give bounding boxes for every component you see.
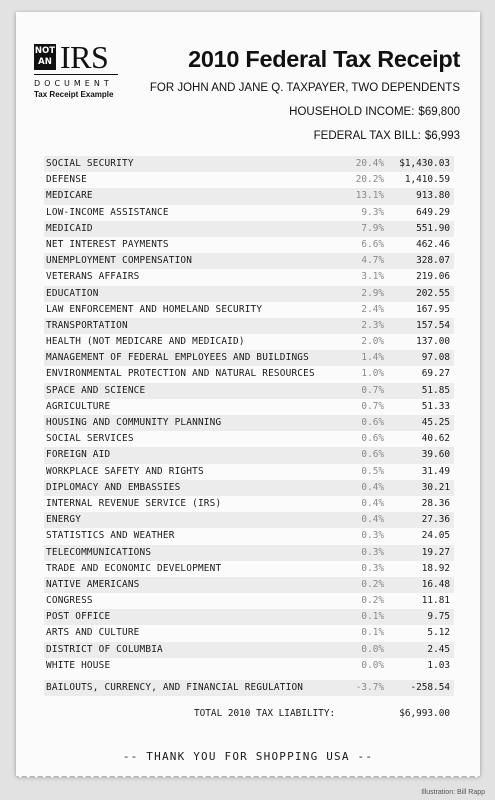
line-item-amount: 5.12: [427, 627, 450, 639]
line-item-amount: 137.00: [416, 336, 450, 348]
line-item-row: [44, 577, 454, 593]
line-item-name: STATISTICS AND WEATHER: [46, 530, 175, 542]
line-item-row: [44, 528, 454, 544]
line-item-percent: 13.1%: [355, 190, 384, 202]
line-item-row: [44, 561, 454, 577]
line-item-row: [44, 545, 454, 561]
line-item-percent: 2.4%: [361, 303, 384, 315]
line-item-amount: 19.27: [421, 546, 450, 558]
line-item-name: TELECOMMUNICATIONS: [46, 546, 152, 558]
line-item-percent: 0.3%: [361, 562, 384, 574]
line-item-percent: 1.0%: [361, 368, 384, 380]
illustration-credit: Illustration: Bill Rapp: [421, 789, 485, 796]
income-label: HOUSEHOLD INCOME:: [289, 106, 415, 118]
line-item-amount: 97.08: [421, 352, 450, 364]
not-an-irs-logo: [34, 39, 134, 99]
line-item-name: SOCIAL SERVICES: [46, 433, 134, 445]
logo-document-label: DOCUMENT: [34, 79, 113, 88]
line-item-percent: 2.9%: [361, 287, 384, 299]
line-item-name: UNEMPLOYMENT COMPENSATION: [46, 255, 193, 267]
line-item-row: [44, 156, 454, 172]
line-item-row: [44, 399, 454, 415]
line-item-name: EDUCATION: [46, 287, 99, 299]
taxpayer-line: FOR JOHN AND JANE Q. TAXPAYER, TWO DEPENDENTS: [149, 82, 460, 94]
line-item-amount: 649.29: [416, 206, 450, 218]
line-item-name: HOUSING AND COMMUNITY PLANNING: [46, 417, 222, 428]
line-item-percent: 0.4%: [361, 481, 384, 493]
bill-label: FEDERAL TAX BILL:: [313, 130, 421, 142]
line-item-amount: 1.03: [427, 659, 450, 671]
bill-value: $6,993: [424, 130, 460, 142]
line-item-amount: 31.49: [421, 465, 450, 477]
line-item-amount: 11.81: [421, 595, 450, 607]
household-income: [289, 106, 460, 118]
line-item-amount: 40.62: [421, 433, 450, 445]
line-item-name: SPACE AND SCIENCE: [46, 384, 146, 396]
line-item-percent: 0.7%: [361, 384, 384, 396]
line-item-name: DISTRICT OF COLUMBIA: [46, 643, 163, 655]
line-item-amount: 27.36: [421, 514, 450, 526]
line-item-amount: 2.45: [427, 643, 450, 655]
line-item-percent: 4.7%: [361, 255, 384, 267]
line-item-percent: 0.4%: [361, 497, 384, 509]
thank-you-message: -- THANK YOU FOR SHOPPING USA --: [122, 750, 374, 763]
line-items: [44, 156, 454, 696]
line-item-percent: 3.1%: [361, 271, 384, 283]
line-item-row: [44, 188, 454, 204]
irs-wordmark: IRS: [60, 39, 109, 75]
line-item-percent: 0.4%: [361, 514, 384, 526]
line-item-amount: 219.06: [416, 271, 450, 283]
line-item-name: ENVIRONMENTAL PROTECTION AND NATURAL RESOURCES: [46, 368, 315, 380]
line-item-amount: 462.46: [416, 238, 450, 250]
line-item-name: WORKPLACE SAFETY AND RIGHTS: [46, 465, 204, 477]
line-item-percent: -3.7%: [355, 682, 384, 693]
line-item-percent: 0.0%: [361, 659, 384, 671]
line-item-percent: 6.6%: [361, 238, 384, 250]
line-item-percent: 2.0%: [361, 336, 384, 348]
line-item-name: HEALTH (NOT MEDICARE AND MEDICAID): [46, 336, 245, 348]
line-item-percent: 0.2%: [361, 578, 384, 590]
line-item-name: FOREIGN AID: [46, 449, 111, 461]
an-word: AN: [38, 57, 52, 67]
line-item-percent: 0.1%: [361, 627, 384, 639]
line-item-amount: 328.07: [416, 255, 450, 267]
line-item-amount: 24.05: [421, 530, 450, 542]
line-item-row: [44, 318, 454, 334]
line-item-name: BAILOUTS, CURRENCY, AND FINANCIAL REGULATION: [46, 682, 304, 693]
line-item-amount: 167.95: [416, 303, 450, 315]
line-item-row: [44, 415, 454, 431]
federal-tax-bill: [314, 130, 460, 142]
line-item-percent: 1.4%: [361, 352, 384, 364]
line-item-amount: 9.75: [427, 611, 450, 623]
line-item-amount: 30.21: [421, 481, 450, 493]
line-item-name: LAW ENFORCEMENT AND HOMELAND SECURITY: [46, 303, 263, 315]
line-item-percent: 0.6%: [361, 433, 384, 445]
not-an-badge: [34, 44, 56, 70]
line-item-row: [44, 366, 454, 382]
line-item-name: DIPLOMACY AND EMBASSIES: [46, 481, 181, 493]
line-item-amount: 157.54: [416, 319, 450, 331]
line-item-name: SOCIAL SECURITY: [46, 158, 134, 169]
line-item-row: [44, 593, 454, 609]
line-item-percent: 0.5%: [361, 465, 384, 477]
line-item-row: [44, 609, 454, 625]
tax-receipt: [16, 12, 480, 776]
line-item-row: [44, 350, 454, 366]
line-item-name: TRADE AND ECONOMIC DEVELOPMENT: [46, 562, 222, 574]
line-item-row: [44, 269, 454, 285]
line-item-percent: 0.0%: [361, 643, 384, 655]
line-item-row: [44, 205, 454, 221]
line-item-row: [44, 447, 454, 463]
line-item-name: VETERANS AFFAIRS: [46, 271, 140, 283]
line-item-amount: 45.25: [421, 417, 450, 428]
line-item-name: ENERGY: [46, 514, 82, 526]
line-item-row: [44, 642, 454, 658]
line-item-percent: 7.9%: [361, 222, 384, 234]
line-item-row: [44, 431, 454, 447]
line-item-amount: 51.85: [421, 384, 450, 396]
line-item-row: [44, 286, 454, 302]
line-item-percent: 0.3%: [361, 530, 384, 542]
line-item-percent: 0.1%: [361, 611, 384, 623]
line-item-row: [44, 496, 454, 512]
line-item-name: ARTS AND CULTURE: [46, 627, 140, 639]
line-item-name: TRANSPORTATION: [46, 319, 128, 331]
line-item-amount: 913.80: [416, 190, 450, 202]
receipt-title: 2010 Federal Tax Receipt: [188, 46, 460, 72]
line-item-name: WHITE HOUSE: [46, 659, 111, 671]
line-item-name: MEDICARE: [46, 190, 93, 202]
line-item-row: [44, 302, 454, 318]
line-item-row: [44, 253, 454, 269]
line-item-name: LOW-INCOME ASSISTANCE: [46, 206, 169, 218]
line-item-amount: 16.48: [421, 578, 450, 590]
total-value: $6,993.00: [399, 708, 450, 719]
income-value: $69,800: [418, 106, 460, 118]
line-item-row: [44, 334, 454, 350]
line-item-amount: 202.55: [416, 287, 450, 299]
line-item-name: NATIVE AMERICANS: [46, 578, 140, 590]
line-item-amount: 1,410.59: [404, 174, 450, 186]
line-item-percent: 0.6%: [361, 449, 384, 461]
line-item-name: CONGRESS: [46, 595, 93, 607]
line-item-percent: 20.4%: [355, 158, 384, 169]
line-item-row: [44, 512, 454, 528]
line-item-amount: 69.27: [421, 368, 450, 380]
line-item-row: [44, 383, 454, 399]
line-item-amount: 39.60: [421, 449, 450, 461]
line-item-percent: 20.2%: [355, 174, 384, 186]
line-item-row: [44, 237, 454, 253]
line-item-amount: 51.33: [421, 400, 450, 412]
line-item-amount: 18.92: [421, 562, 450, 574]
line-item-amount: -258.54: [410, 682, 450, 693]
line-item-name: MEDICAID: [46, 222, 93, 234]
line-item-percent: 2.3%: [361, 319, 384, 331]
line-item-percent: 9.3%: [361, 206, 384, 218]
line-item-row: [44, 464, 454, 480]
line-item-name: AGRICULTURE: [46, 400, 111, 412]
line-item-percent: 0.3%: [361, 546, 384, 558]
line-item-name: NET INTEREST PAYMENTS: [46, 238, 169, 250]
line-item-amount: 551.90: [416, 222, 450, 234]
total-label: TOTAL 2010 TAX LIABILITY:: [194, 708, 336, 719]
line-item-name: MANAGEMENT OF FEDERAL EMPLOYEES AND BUILDINGS: [46, 352, 309, 364]
line-item-percent: 0.7%: [361, 400, 384, 412]
line-item-row: [44, 680, 454, 696]
line-item-name: INTERNAL REVENUE SERVICE (IRS): [46, 497, 222, 509]
line-item-row: [44, 172, 454, 188]
line-item-row: [44, 625, 454, 641]
line-item-amount: $1,430.03: [399, 158, 450, 169]
line-item-amount: 28.36: [421, 497, 450, 509]
line-item-name: POST OFFICE: [46, 611, 111, 623]
line-item-percent: 0.6%: [361, 417, 384, 428]
line-item-row: [44, 658, 454, 674]
line-item-row: [44, 480, 454, 496]
not-word: NOT: [34, 46, 56, 56]
line-item-percent: 0.2%: [361, 595, 384, 607]
logo-example-label: Tax Receipt Example: [34, 90, 114, 99]
line-item-row: [44, 221, 454, 237]
line-item-name: DEFENSE: [46, 174, 87, 186]
